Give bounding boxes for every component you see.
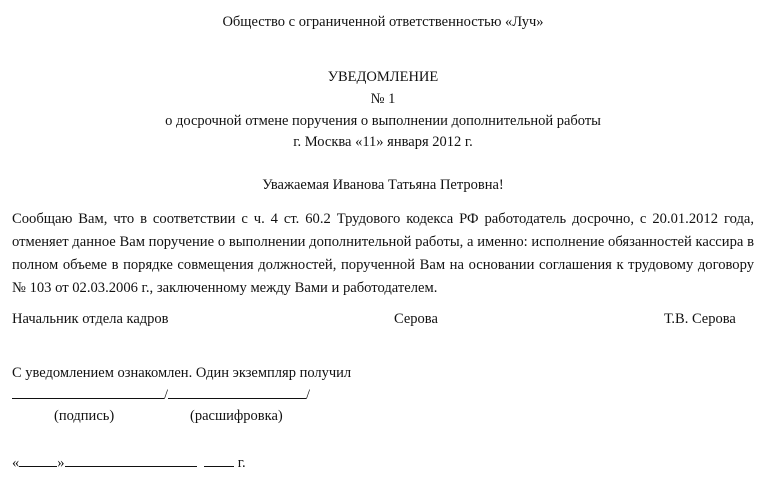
- signatory-position: Начальник отдела кадров: [12, 311, 169, 327]
- signature-caption: (подпись): [54, 408, 115, 424]
- document-type: УВЕДОМЛЕНИЕ: [327, 69, 439, 85]
- acknowledgment-text: С уведомлением ознакомлен. Один экземпляр получил: [12, 365, 352, 381]
- signatory-name: Т.В. Серова: [664, 311, 736, 327]
- month-blank[interactable]: [65, 452, 197, 467]
- greeting: Уважаемая Иванова Татьяна Петровна!: [262, 177, 504, 193]
- document-subject: о досрочной отмене поручения о выполнении дополнительной работы: [165, 113, 601, 129]
- year-blank[interactable]: [204, 452, 234, 467]
- signatory-signature: Серова: [394, 311, 438, 327]
- signature-blank[interactable]: [12, 384, 164, 399]
- decoding-caption: (расшифровка): [190, 408, 283, 424]
- date-close-quote: »: [57, 455, 65, 471]
- year-suffix: г.: [237, 455, 246, 471]
- signature-row: [12, 384, 310, 404]
- document-number: № 1: [370, 91, 396, 107]
- date-row: [12, 452, 246, 472]
- notice-body-paragraph: Сообщаю Вам, что в соответствии с ч. 4 ст. 60.2 Трудового кодекса РФ работодатель досрочно, с 20.01.2012 года, отменяет данное Вам поручение о выполнении дополнительной работы, а именно: исполнение обязанностей кассира в полном объеме в порядке совмещения должностей, порученной Вам на основании соглашения к трудовому договору № 103 от 02.03.2006 г., заключенному между Вами и работодателем.: [12, 211, 754, 296]
- signature-end-slash: /: [306, 387, 311, 403]
- day-blank[interactable]: [19, 452, 57, 467]
- decoding-blank[interactable]: [168, 384, 306, 399]
- signature-separator: /: [164, 387, 169, 403]
- organization-name: Общество с ограниченной ответственностью «Луч»: [222, 14, 544, 30]
- place-and-date: г. Москва «11» января 2012 г.: [293, 134, 473, 150]
- date-open-quote: «: [12, 455, 20, 471]
